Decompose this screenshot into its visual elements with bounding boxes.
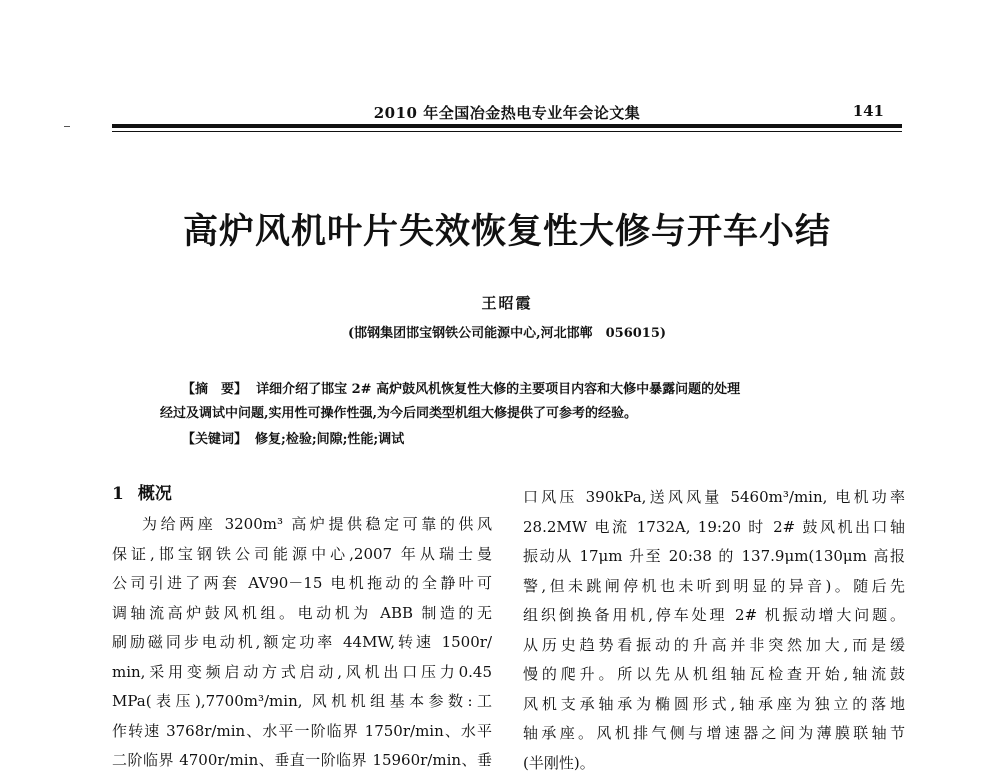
left-line: min,采用变频启动方式启动,风机出口压力0.45 <box>112 658 492 688</box>
left-line: 公司引进了两套 AV90－15 电机拖动的全静叶可 <box>112 569 492 599</box>
keywords-text: 修复;检验;间隙;性能;调试 <box>255 432 404 447</box>
left-line: 作转速 3768r/min、水平一阶临界 1750r/min、水平 <box>112 717 492 747</box>
left-line: MPa(表压),7700m³/min, 风机机组基本参数:工 <box>112 687 492 717</box>
right-line: 振动从 17μm 升至 20:38 的 137.9μm(130μm 高报 <box>523 542 905 572</box>
keywords-label: 【关键词】 <box>182 432 247 447</box>
abstract-text-1: 详细介绍了邯宝 2# 高炉鼓风机恢复性大修的主要项目内容和大修中暴露问题的处理 <box>256 382 740 397</box>
section-title: 概况 <box>138 484 172 504</box>
header-rule-thick <box>112 124 902 128</box>
abstract-text-2: 经过及调试中问题,实用性可操作性强,为今后同类型机组大修提供了可参考的经验。 <box>160 406 637 421</box>
journal-title: 2010 年全国冶金热电专业年会论文集 <box>112 102 902 123</box>
section-number: 1 <box>112 484 124 504</box>
scan-mark <box>64 126 70 127</box>
right-column <box>523 483 905 778</box>
page-number: 141 <box>853 102 884 120</box>
right-line: 28.2MW 电流 1732A, 19:20 时 2# 鼓风机出口轴 <box>523 513 905 543</box>
author-name: 王昭霞 <box>112 292 902 313</box>
abstract <box>172 378 862 426</box>
right-line: 慢的爬升。所以先从机组轴瓦检查开始,轴流鼓 <box>523 660 905 690</box>
left-line: 为给两座 3200m³ 高炉提供稳定可靠的供风 <box>112 510 492 540</box>
header-rule-thin <box>112 131 902 132</box>
section-heading <box>112 478 492 510</box>
right-line: 轴承座。风机排气侧与增速器之间为薄膜联轴节 <box>523 719 905 749</box>
author-affiliation: (邯钢集团邯宝钢铁公司能源中心,河北邯郸 056015) <box>112 322 902 341</box>
right-line: 组织倒换备用机,停车处理 2# 机振动增大问题。 <box>523 601 905 631</box>
right-line: 从历史趋势看振动的升高并非突然加大,而是缓 <box>523 631 905 661</box>
left-line: 保证,邯宝钢铁公司能源中心,2007 年从瑞士曼 <box>112 540 492 570</box>
right-line: 口风压 390kPa,送风风量 5460m³/min, 电机功率 <box>523 483 905 513</box>
keywords <box>182 428 404 447</box>
left-line: 调轴流高炉鼓风机组。电动机为 ABB 制造的无 <box>112 599 492 629</box>
left-column <box>112 478 492 776</box>
paper-title: 高炉风机叶片失效恢复性大修与开车小结 <box>112 204 902 254</box>
running-header <box>112 98 902 124</box>
abstract-label: 【摘 要】 <box>182 382 247 397</box>
right-line: 警,但未跳闸停机也未听到明显的异音)。随后先 <box>523 572 905 602</box>
left-line: 刷励磁同步电动机,额定功率 44MW,转速 1500r/ <box>112 628 492 658</box>
abstract-line-2 <box>172 402 862 426</box>
right-line: 风机支承轴承为椭圆形式,轴承座为独立的落地 <box>523 690 905 720</box>
abstract-line-1 <box>172 378 862 402</box>
left-line: 二阶临界 4700r/min、垂直一阶临界 15960r/min、垂 <box>112 746 492 776</box>
right-line: (半刚性)。 <box>523 749 905 778</box>
